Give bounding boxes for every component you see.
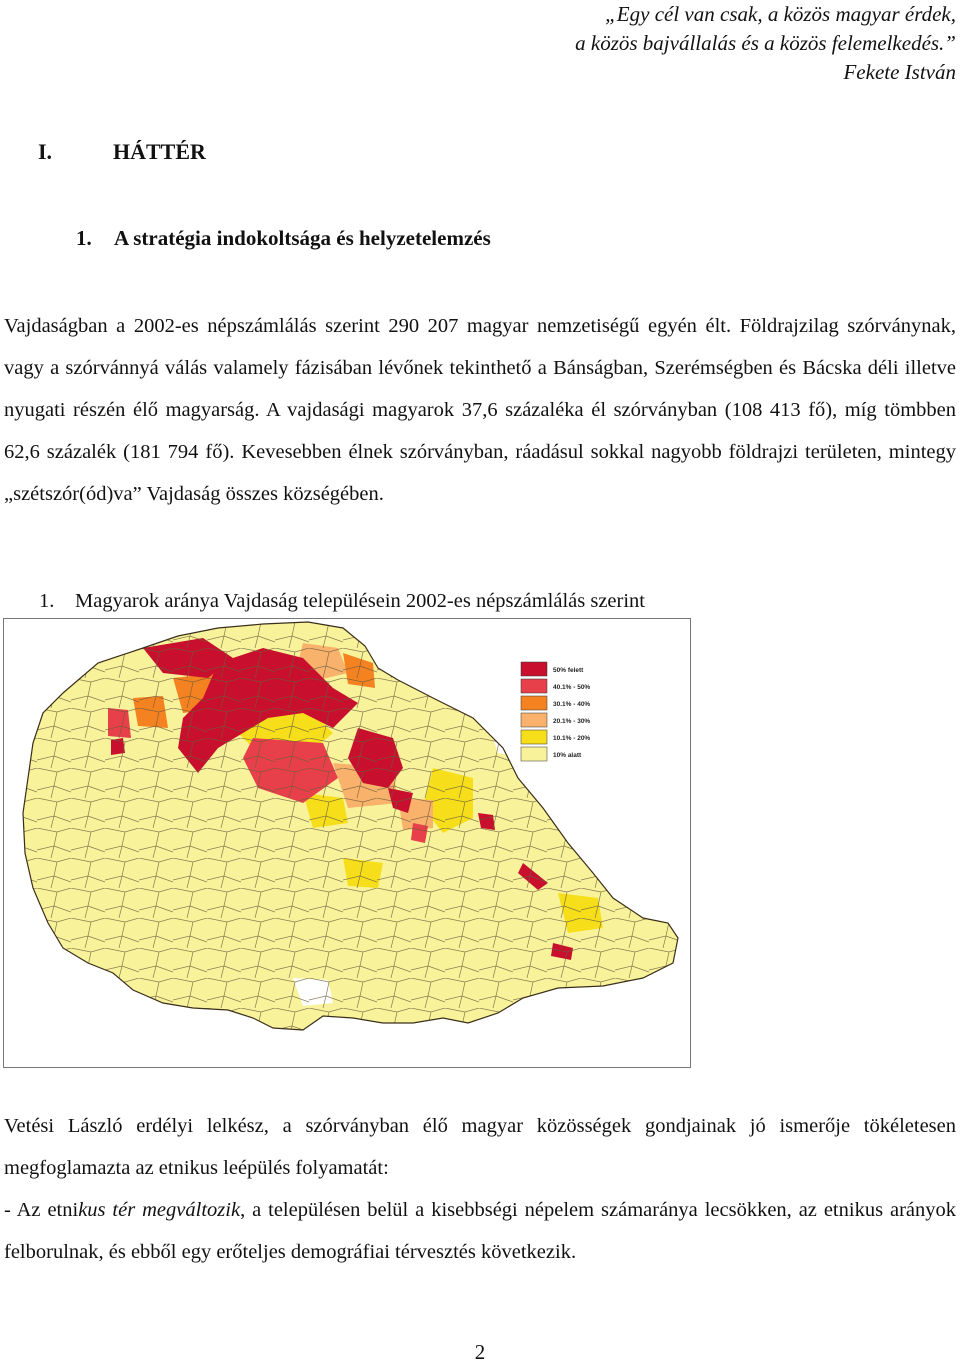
paragraph-1: Vajdaságban a 2002-es népszámlálás szerint 290 207 magyar nemzetiségű egyén élt. Földrajzilag szórványnak, vagy a szórvánnyá válás valamely fázisában lévőnek tekinthető a Bánságban, Szerémségben és Bácska déli illetve nyugati részén élő magyarság. A vajdasági magyarok 37,6 százaléka él szórványban (108 413 fő), míg tömbben 62,6 százalék (181 794 fő). Kevesebben élnek szórványban, ráadásul sokkal nagyobb földrajzi területen, mintegy „szétszór(ód)va” Vajdaság összes községében. — [4, 315, 956, 505]
section-title: HÁTTÉR — [113, 139, 206, 164]
figure-caption — [39, 590, 645, 613]
paragraph-3-suffix: , a településen belül a kisebbségi népelem számaránya lecsökken, az etnikus arányok felborulnak, és ebből egy erőteljes demográfiai térvesztés következik. — [4, 1199, 956, 1263]
subsection-title: A stratégia indokoltsága és helyzetelemzés — [114, 226, 491, 250]
legend-swatch-6 — [521, 747, 547, 761]
legend-label-4: 20.1% - 30% — [553, 718, 591, 725]
motto-line-2: a közös bajvállalás és a közös felemelkedés.” — [575, 31, 956, 55]
vojvodina-map-figure — [3, 618, 691, 1068]
legend-swatch-3 — [521, 696, 547, 710]
paragraph-3 — [4, 1189, 956, 1273]
legend-label-3: 30.1% - 40% — [553, 701, 591, 708]
motto-author: Fekete István — [843, 60, 956, 84]
figure-number: 1. — [39, 590, 55, 612]
figure-caption-text: Magyarok aránya Vajdaság településein 2002-es népszámlálás szerint — [75, 590, 645, 612]
legend-swatch-4 — [521, 713, 547, 727]
vojvodina-map — [3, 618, 691, 1068]
paragraph-3-emphasis: kus tér megváltozik — [78, 1199, 241, 1221]
section-heading — [38, 139, 206, 165]
legend-label-6: 10% alatt — [553, 752, 582, 759]
paragraph-3-prefix: - Az etni — [4, 1199, 79, 1221]
motto — [575, 0, 956, 87]
subsection-heading — [76, 226, 491, 251]
page-number: 2 — [474, 1340, 486, 1364]
legend-swatch-1 — [521, 662, 547, 676]
motto-line-1: „Egy cél van csak, a közös magyar érdek, — [605, 2, 956, 26]
legend-label-5: 10.1% - 20% — [553, 735, 591, 742]
legend-swatch-2 — [521, 679, 547, 693]
legend-label-2: 40.1% - 50% — [553, 684, 591, 691]
section-number: I. — [38, 139, 53, 164]
legend-swatch-5 — [521, 730, 547, 744]
paragraph-2: Vetési László erdélyi lelkész, a szórványban élő magyar közösségek gondjainak jó ismerője tökéletesen megfoglamazta az etnikus leépülés folyamatát: — [4, 1115, 956, 1179]
subsection-number: 1. — [76, 226, 92, 250]
legend-label-1: 50% felett — [553, 667, 584, 674]
